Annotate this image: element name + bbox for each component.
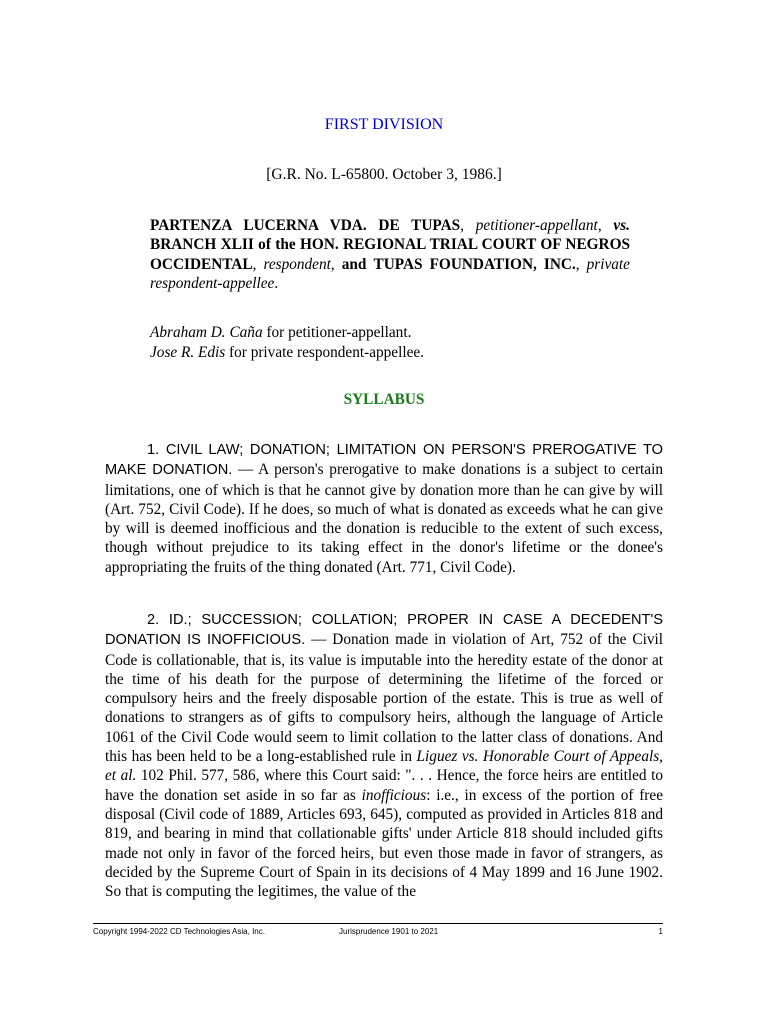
counsel-line [150,323,630,343]
paragraph-heading: 1. CIVIL LAW; DONATION; LIMITATION ON PERSON'S PREROGATIVE TO MAKE DONATION. [105,442,663,479]
petitioner-name: PARTENZA LUCERNA VDA. DE TUPAS [150,217,461,234]
private-respondent-name: TUPAS FOUNDATION, INC. [373,255,576,273]
and-label: and [341,255,367,273]
gr-number: [G.R. No. L-65800. October 3, 1986.] [266,166,502,183]
footer-collection: Jurisprudence 1901 to 2021 [339,927,439,936]
counsel-name: Jose R. Edis [150,343,226,361]
division-heading: FIRST DIVISION [324,116,444,133]
syllabus-title: SYLLABUS [343,391,425,408]
footer-copyright: Copyright 1994-2022 CD Technologies Asia, Inc. [93,927,265,936]
paragraph-body: — Donation made in violation of Art, 752 of the Civil Code is collationable, that is, its value is imputable into the heredity estate of the donor at the time of his death for the purpose of determining the lifetime of the forced or compulsory heirs and the freely disposable portion of the estate. This is true as well of donations to strangers as of gifts to compulsory heirs, although the language of Article 1061 of the Civil Code would seem to limit collation to the latter class of donations. And this has been held to be a long-established rule in [105,631,663,766]
paragraph-body: — A person's prerogative to make donations is a subject to certain limitations, one of which is that he cannot give by donation more than he can give by will (Art. 752, Civil Code). If he does, so much of what is donated as exceeds what he can give by will is deemed inofficious and the donation is reducible to the extent of such excess, though without prejudice to its taking effect in the donor's lifetime or the donee's appropriating the fruits of the thing donated (Art. 771, Civil Code). [105,461,663,576]
respondent-name: BRANCH XLII of the HON. REGIONAL TRIAL COURT OF NEGROS OCCIDENTAL [150,236,630,273]
counsel-text: for private respondent-appellee. [229,343,424,361]
respondent-role: respondent [263,255,331,273]
syllabus-paragraph-2 [105,610,663,901]
parties-block: PARTENZA LUCERNA VDA. DE TUPAS, petitioner-appellant, vs. BRANCH XLII of the HON. REGIONAL TRIAL COURT OF NEGROS OCCIDENTAL, respondent, and TUPAS FOUNDATION, INC., private respondent-appellee. [150,217,630,292]
counsel-name: Abraham D. Caña [150,324,263,341]
case-citation: Liguez vs. Honorable Court of Appeals, et al. [105,748,664,785]
vs-label: vs. [613,217,630,234]
paragraph-heading: 2. ID.; SUCCESSION; COLLATION; PROPER IN CASE A DECEDENT'S DONATION IS INOFFICIOUS. [105,612,663,649]
syllabus-paragraph-1 [105,440,663,577]
page-footer [93,923,663,938]
inofficious-term: inofficious [361,786,427,804]
counsel-block [150,323,630,362]
paragraph-body: 102 Phil. 577, 586, where this Court said: ". . . Hence, the force heirs are entitled to have the donation set aside in so far as [105,767,663,804]
petitioner-role: petitioner-appellant [475,217,598,234]
counsel-line [150,343,630,363]
paragraph-body: : i.e., in excess of the portion of free disposal (Civil code of 1889, Articles 693, 645), computed as provided in Articles 818 and 819, and bearing in mind that collationable gifts' under Article 818 should included gifts made not only in favor of the forced heirs, but even those made in favor of strangers, as decided by the Supreme Court of Spain in its decisions of 4 May 1899 and 16 June 1902. So that is computing the legitimes, the value of the [105,786,663,901]
footer-page-number: 1 [658,927,663,936]
counsel-text: for petitioner-appellant. [266,324,412,341]
private-respondent-role: private respondent-appellee [150,255,630,292]
